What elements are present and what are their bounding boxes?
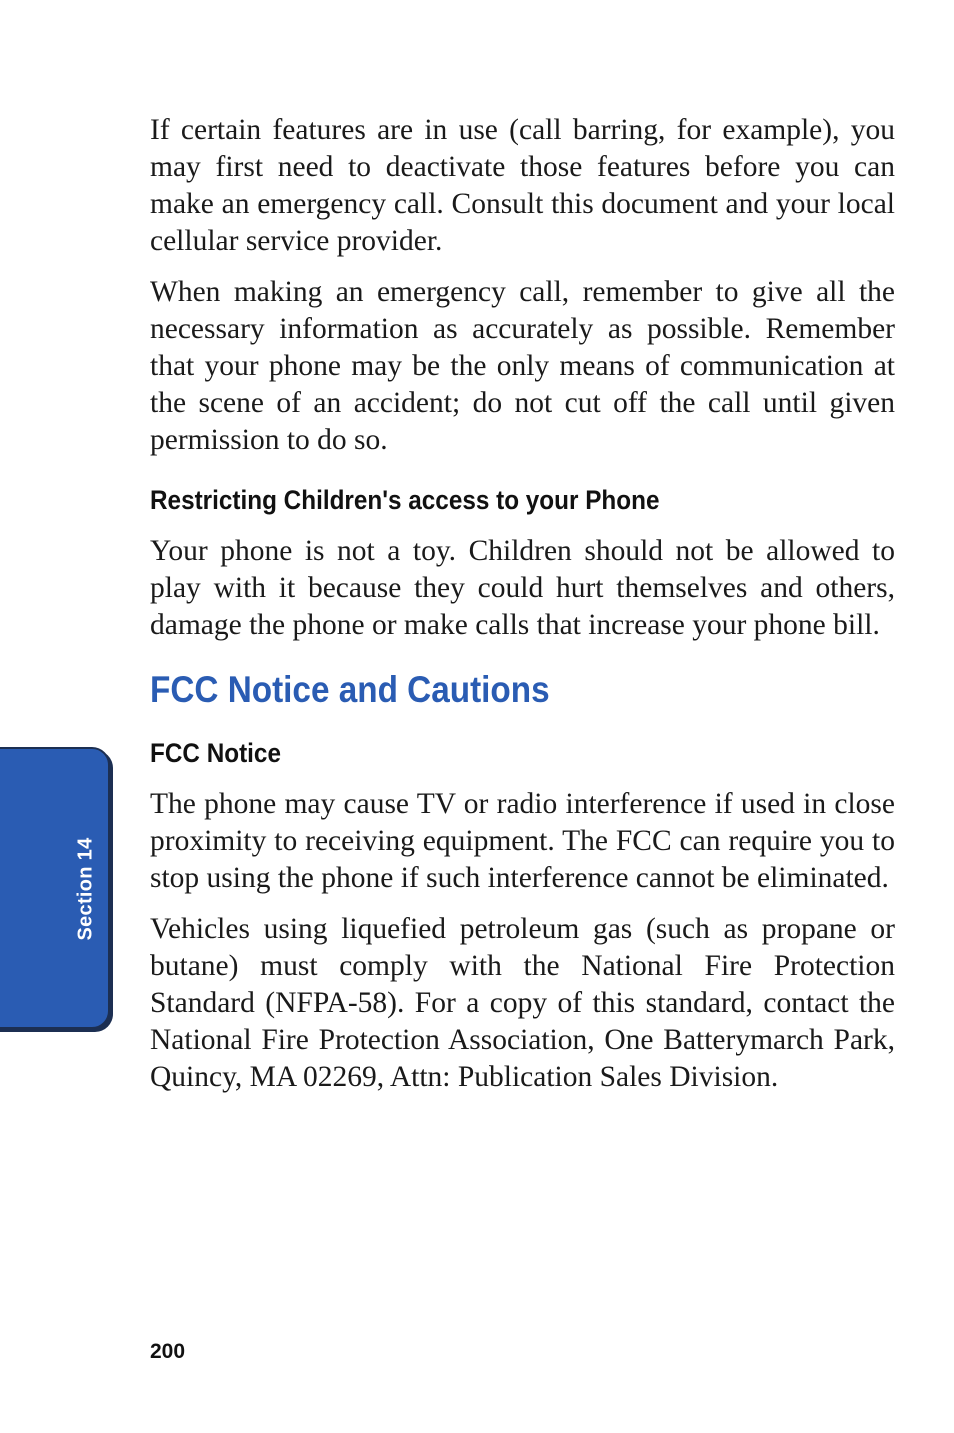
subheading-restricting-children: Restricting Children's access to your Phone: [150, 485, 660, 515]
heading-fcc-notice-and-cautions: FCC Notice and Cautions: [150, 669, 550, 710]
section-tab-label: Section 14: [74, 837, 97, 941]
paragraph-fcc-vehicles: Vehicles using liquefied petroleum gas (such as propane or butane) must comply with the National Fire Protection Standard (NFPA-58). For a copy of this standard, contact the National Fire Protection Association, One Batterymarch Park, Quincy, MA 02269, Attn: Publication Sales Division.: [150, 913, 895, 1093]
paragraph-fcc-interference: The phone may cause TV or radio interference if used in close proximity to receiving equipment. The FCC can require you to stop using the phone if such interference cannot be eliminated.: [150, 788, 895, 894]
subheading-fcc-notice: FCC Notice: [150, 738, 281, 768]
page-number: 200: [150, 1340, 186, 1363]
page-content: [150, 112, 895, 1110]
paragraph-emergency-features: If certain features are in use (call barring, for example), you may first need to deactivate those features before you can make an emergency call. Consult this document and your local cellular service provider.: [150, 114, 895, 257]
paragraph-emergency-info: When making an emergency call, remember to give all the necessary information as accurately as possible. Remember that your phone may be the only means of communication at the scene of an accident; do not cut off the call until given permission to do so.: [150, 276, 895, 456]
paragraph-children: Your phone is not a toy. Children should not be allowed to play with it because they could hurt themselves and others, damage the phone or make calls that increase your phone bill.: [150, 535, 895, 641]
